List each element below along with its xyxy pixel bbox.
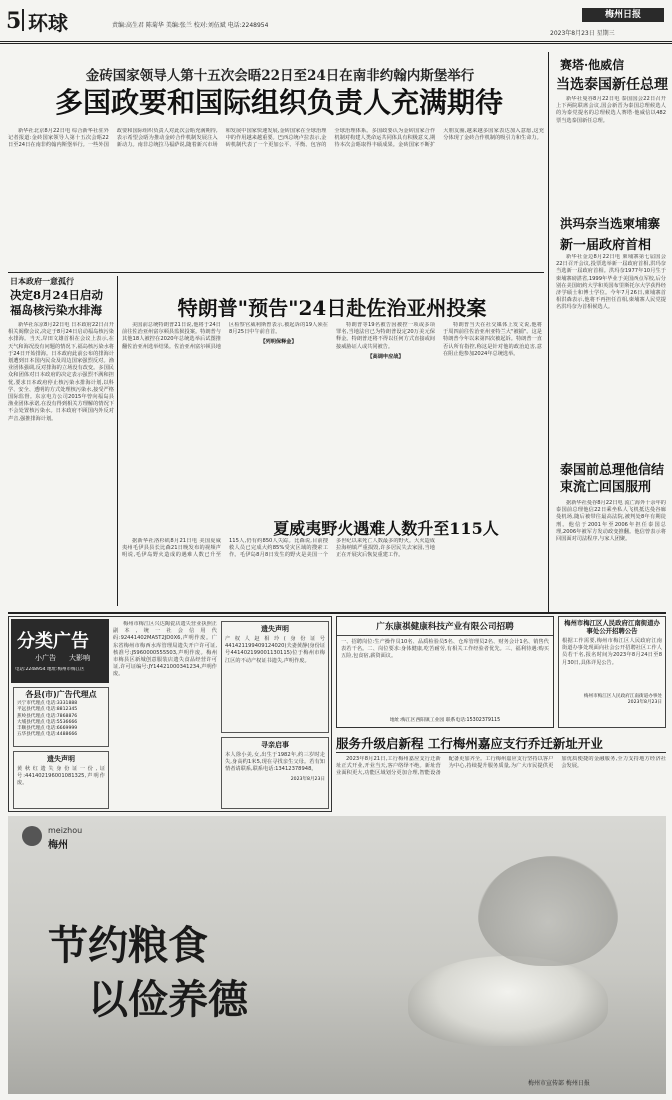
bank-body [336, 756, 666, 812]
gov-notice [558, 616, 666, 728]
psa-credit: 梅州市宣传部 梅州日报 [528, 1080, 590, 1087]
thaksin-text: 据新华社曼谷8月22日电 流亡海外十余年的泰国前总理他信22日乘坐私人飞机抵达曼谷廊曼机场,随后被带往最高法院,被判处8年有期徒刑。他信于2001年至2006年担任泰国总理,2006年被军方发动政变推翻。他信曾表示将回国面对司法程序,与家人团聚。 [556, 500, 666, 543]
hawaii-body [122, 538, 542, 608]
trump-headline: 特朗普"预告"24日赴佐治亚州投案 [177, 296, 487, 320]
thai-pm-headline: 当选泰国新任总理 [556, 77, 668, 93]
classified-sub2: 大影响 [69, 654, 90, 662]
cambodia-kicker: 洪玛奈当选柬埔寨 [560, 216, 661, 231]
agents-title: 各县(市)广告代理点 [25, 690, 97, 699]
bank-headline: 服务升级启新程 工行梅州嘉应支行乔迁新址开业 [336, 736, 603, 751]
recruit-address: 地址:梅江区西阳镇工业园 联系电话:15302379115 [389, 718, 501, 723]
hawaii-text: 据新华社洛杉矶8月21日电 美国夏威夷州毛伊县县长比森21日晚发布的视频声明说,毛伊岛野火造成的遇难人数已升至115人,仍有约850人失踪。比森说,目前搜救人员已完成大约85%受灾区域的搜索工作。毛伊岛8月8日发生的野火是美国一个多世纪以来死亡人数最多的野火。大火造成拉海纳镇严重损毁,许多居民失去家园,当地正在开展灾后恢复重建工作。 [122, 538, 435, 559]
agent-item: 丰顺县代理点 电话:6669999 [17, 726, 78, 732]
cambodia-headline: 新一届政府首相 [560, 238, 652, 253]
trump-text: 美国前总统特朗普21日说,他将于24日前往佐治亚州富尔顿县监狱投案。特朗普与其他18人被控在2020年总统选举后试图推翻佐治亚州选举结果。佐治亚州富尔顿县地区检察官威利斯曾表示,被起诉的19人须在8月25日中午前自首。 [122, 322, 328, 350]
recruit-body: 一、招聘岗位:生产操作员10名、品质检验员5名、仓库管理员2名、财务会计1名、销售代表若干名。二、岗位要求:身体健康,吃苦耐劳,有相关工作经验者优先。三、福利待遇:购买五险,包食宿,薪资面议。 [341, 639, 549, 660]
agent-item: 平远县代理点 电话:8812345 [17, 707, 78, 713]
recruit-ad [336, 616, 554, 728]
agent-item: 大埔县代理点 电话:5536666 [17, 719, 78, 725]
psa-line2: 以俭养德 [88, 976, 248, 1023]
agents-box [13, 687, 109, 747]
section-rule [8, 612, 666, 614]
classified-section [8, 616, 332, 812]
column-rule [548, 52, 549, 612]
classified-sub1: 小广告 [35, 654, 56, 662]
psa-logo-cn: 梅州 [48, 840, 68, 851]
psa-line1: 节约粮食 [48, 922, 208, 969]
lead-bottom-rule [8, 272, 544, 273]
lost-notice-1-title: 遗失声明 [47, 755, 75, 763]
masthead-divider [22, 9, 24, 31]
trump-sub2-text: 特朗普当天在社交媒体上发文说,他将于周四前往佐治亚州亚特兰大"被捕"。这是特朗普今年以来第四次被起诉。特朗普一直否认所有指控,称这是针对他的政治迫害,意在阻止他参加2024年总统选举。 [443, 322, 542, 357]
japan-text: 新华社东京8月22日电 日本政府22日召开相关阁僚会议,决定于8月24日启动福岛核污染水排海。当天,岸田文雄首相在会议上表示,在天气和海况没有问题的情况下,福岛核污染水将于24日开始排海。日本政府此前公布的排海计划遭到日本国内民众及周边国家强烈反对。渔业团体强调,反对排海的立场没有改变。多国民众和团体对日本政府的决定表示强烈不满和担忧,要求日本政府停止核污染水排海计划,以科学、安全、透明的方式处理核污染水,接受严格国际监督。东京电力公司2015年曾向福岛县渔业团体承诺,在没有得到相关方理解的情况下不会处置核污染水。日本政府不顾国内外反对声音,强推排海计划。 [8, 322, 114, 422]
lost-notice-2 [221, 621, 329, 733]
gov-notice-body: 根据工作需要,梅州市梅江区人民政府江南街道办事处现面向社会公开招聘社区工作人员若干名,报名时间为2023年8月24日至8月30日,具体详见公告。 [562, 638, 662, 666]
agent-item: 兴宁市代理点 电话:3331888 [17, 701, 78, 706]
gov-notice-footer: 梅州市梅江区人民政府江南街道办事处 [583, 694, 662, 699]
search-notice-date: 2023年8月23日 [290, 776, 325, 782]
classified-col2 [113, 621, 217, 809]
search-notice-title: 寻亲启事 [261, 741, 289, 749]
classified-col2-text: 梅州市梅江区兴达陶瓷店遗失营业执照正副本,统一社会信用代码:92441402MA5T2JD0X6,声明作废。广东省梅州市梅西水库管理局遗失开户许可证,核准号:J5960000555503,声明作废。梅州市梅县区新城创意服装店遗失食品经营许可证,许可证编号:JY14421000341234,声明作废。 [113, 621, 217, 678]
thaksin-headline: 泰国前总理他信结束流亡回国服刑 [560, 463, 665, 495]
thai-pm-body [556, 96, 666, 208]
trump-sub1-text: 特朗普等19名被告因被控一项或多项罪名,当地法官已为特朗普设定20万美元保释金。特朗普还将不得以任何方式直接或间接威胁证人或共同被告。 [336, 322, 435, 350]
masthead [0, 0, 672, 44]
cambodia-body [556, 254, 666, 458]
classified-title: 分类广告 [17, 631, 89, 652]
trump-sub1: 【列明保释金】 [260, 339, 297, 346]
lead-kicker: 金砖国家领导人第十五次会晤22日至24日在南非约翰内斯堡举行 [85, 68, 475, 84]
masthead-date: 2023年8月23日 星期三 [550, 30, 615, 37]
japan-kicker: 日本政府一意孤行 [10, 277, 74, 286]
thai-pm-text: 新华社曼谷8月22日电 泰国国会22日召开上下两院联席会议,国会新晋为泰国总理候选人的为泰党提名的总理候选人赛塔·他威信以482票当选泰国新任总理。 [556, 96, 666, 124]
gov-notice-date: 2023年8月23日 [627, 700, 662, 705]
agent-item: 五华县代理点 电话:4488666 [17, 732, 78, 738]
psa-logo-en: meizhou [48, 826, 83, 835]
psa-banner [8, 816, 666, 1094]
lost-notice-1-body: 黄秋红遗失身份证一份,证号:441402196001081325,声明作废。 [17, 766, 105, 787]
paper-logo: 梅州日报 [582, 8, 664, 22]
agent-item: 蕉岭县代理点 电话:7868876 [17, 713, 78, 719]
cambodia-text: 新华社金边8月22日电 柬埔寨第七届国会22日召开会议,投票选举新一届政府首相,洪玛奈当选新一届政府首相。洪玛奈1977年10月生于柬埔寨磅湛省,1999年毕业于美国西点军校,后分别在美国纽约大学和英国布里斯托尔大学获得经济学硕士和博士学位。今年7月26日,柬埔寨首相洪森表示,他将不再担任首相,柬埔寨人民党提名洪玛奈为首相候选人。 [556, 254, 666, 311]
thai-pm-kicker: 赛塔·他威信 [560, 58, 625, 72]
page-number: 5 [6, 8, 22, 34]
lost-notice-2-body: 产权人赵相玲(身份证号441421199409124020)夫妻黄静(身份证号441402199001130115)位于梅州市梅江区的不动产权证书遗失,声明作废。 [225, 636, 325, 664]
rice-hands-illustration [408, 956, 608, 1046]
lead-body [8, 128, 544, 268]
lead-body-text: 新华社北京8月22日电 综合新华社驻外记者报道:金砖国家领导人第十五次会晤22日至24日在南非约翰内斯堡举行。一些外国政要和国际组织负责人对此次会晤充满期待,表示希望会晤为推动金砖合作机制发展注入新动力。南非总统拉马福萨说,随着新兴市场和发展中国家快速发展,金砖国家在全球治理中的作用越来越重要。巴西总统卢拉表示,金砖机制代表了一个更加公平、平衡、包容的全球治理体系。多国政要认为金砖国家合作机制对构建人类命运共同体具有积极意义,期待本次会晤取得丰硕成果。金砖国家不断扩大朋友圈,越来越多国家表达加入意愿,这充分体现了金砖合作机制的吸引力和生命力。 [8, 128, 544, 149]
column-rule [117, 276, 118, 606]
rice-stalk-illustration [478, 856, 618, 966]
search-notice-body: 本人徐小美,女,出生于1982年,约三岁时走失,身高约1米5,现在寻找亲生父母。若有知情者请联系,联系电话:13412378948。 [225, 752, 325, 773]
classified-banner [11, 619, 109, 683]
lost-notice-1 [13, 751, 109, 809]
staff-line: 责编:高生君 陈菊华 美编:张兰 校对:刘伍斌 电话:2248954 [112, 22, 269, 29]
agents-list [14, 701, 108, 739]
recruit-title: 广东康祺健康科技产业有限公司招聘 [337, 617, 553, 636]
search-notice [221, 737, 329, 809]
japan-body [8, 322, 114, 606]
section-title: 环球 [28, 11, 68, 35]
trump-sub2: 【高调申应战】 [367, 353, 404, 360]
lead-headline: 多国政要和国际组织负责人充满期待 [54, 86, 503, 119]
meizhou-logo-icon [22, 826, 42, 846]
lost-notice-2-title: 遗失声明 [261, 625, 289, 633]
bank-text: 2023年8月21日,工行梅州嘉应支行迁新址正式开业,开业当天,客户络绎不绝。新址营业面积更大,功能区域划分更加合理,智能设备配备更加齐全。工行梅州嘉应支行坚持以客户为中心,持续提升服务质量,为广大市民提供更加优质便捷的金融服务,全力支持地方经济社会发展。 [336, 756, 666, 777]
gov-notice-title: 梅州市梅江区人民政府江南街道办事处公开招聘公告 [564, 619, 660, 635]
classified-tel: 电话:2248954 地址:梅州市梅江区 [15, 667, 85, 672]
japan-headline: 决定8月24日启动福岛核污染水排海 [10, 288, 104, 317]
bank-rule [336, 752, 666, 753]
hawaii-headline: 夏威夷野火遇难人数升至115人 [273, 519, 499, 538]
trump-body [122, 322, 542, 510]
thaksin-body [556, 500, 666, 608]
